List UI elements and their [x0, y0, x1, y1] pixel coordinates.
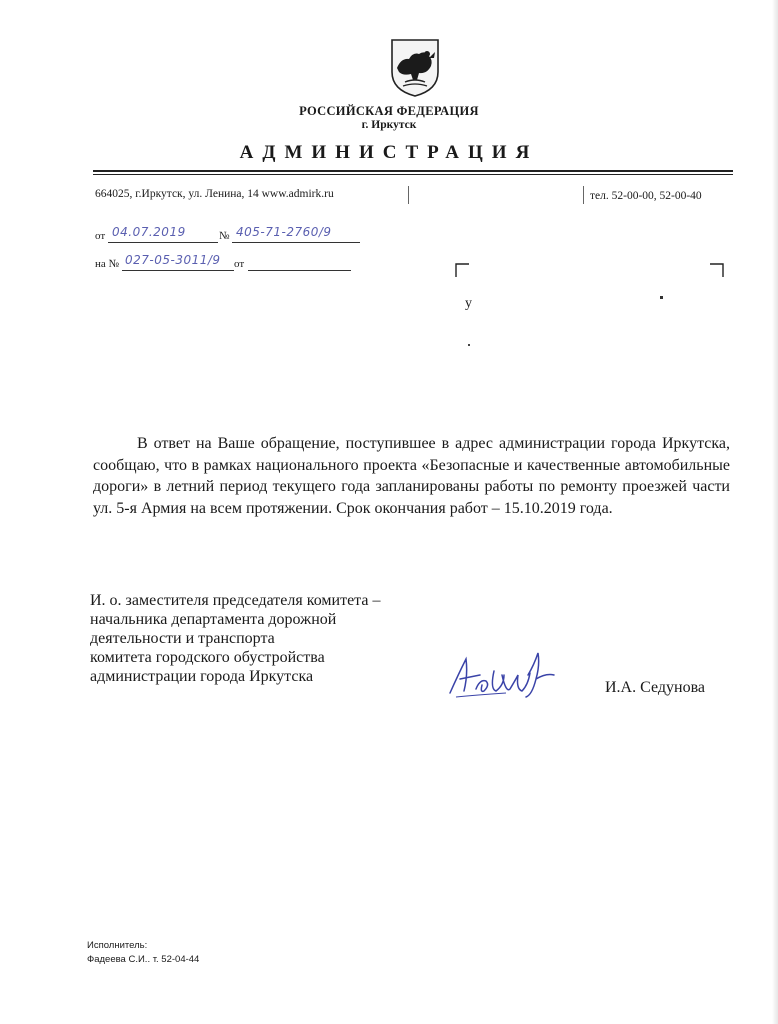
incoming-ref-label: на №	[95, 258, 120, 270]
address-divider	[408, 186, 409, 204]
executor-contact: Фадеева С.И.. т. 52-04-44	[87, 954, 200, 965]
recipient-fragment: у	[465, 296, 472, 311]
body-paragraph: В ответ на Ваше обращение, поступившее в адрес администрации города Иркутска, сообщаю, что в рамках национального проекта «Безопасные и качественные автомобильные дороги» в летний период текущего года запланированы работы по ремонту проезжей части ул. 5-я Армия на всем протяжении. Срок окончания работ – 15.10.2019 года.	[93, 435, 730, 517]
page-edge	[772, 0, 778, 1024]
recipient-mark	[660, 296, 663, 299]
incoming-date-field	[248, 256, 351, 271]
handwritten-signature	[446, 645, 580, 705]
outgoing-from-label: от	[95, 230, 106, 242]
incoming-number: 027-05-3011/9	[125, 253, 221, 267]
coat-of-arms-emblem	[389, 38, 441, 98]
signatory-title-line: начальника департамента дорожной	[90, 611, 337, 628]
incoming-from-label: от	[234, 258, 245, 270]
organization-title: АДМИНИСТРАЦИЯ	[239, 142, 539, 163]
signatory-title-line: И. о. заместителя председателя комитета –	[90, 592, 381, 609]
outgoing-number-label: №	[219, 230, 230, 242]
country-name: РОССИЙСКАЯ ФЕДЕРАЦИЯ	[299, 104, 479, 118]
header-rule-thin	[93, 174, 733, 175]
outgoing-date: 04.07.2019	[112, 225, 186, 239]
signatory-title-line: администрации города Иркутска	[90, 668, 314, 685]
signatory-name: И.А. Седунова	[605, 679, 706, 696]
signatory-title	[90, 591, 380, 686]
incoming-number-field	[122, 253, 234, 271]
recipient-corner-right	[710, 263, 724, 277]
signatory-title-line: деятельности и транспорта	[90, 630, 275, 647]
phone-line: тел. 52-00-00, 52-00-40	[590, 190, 702, 202]
header-rule-thick	[93, 170, 733, 172]
outgoing-number: 405-71-2760/9	[236, 225, 332, 239]
recipient-corner-left	[455, 263, 469, 277]
letter-body	[93, 433, 730, 519]
city-name: г. Иркутск	[361, 119, 417, 131]
signatory-title-line: комитета городского обустройства	[90, 649, 325, 666]
outgoing-number-field	[232, 225, 360, 243]
recipient-dot	[468, 344, 470, 346]
address-line: 664025, г.Иркутск, ул. Ленина, 14 www.admirk.ru	[95, 188, 334, 200]
phone-divider	[583, 186, 584, 204]
outgoing-date-field	[108, 225, 218, 243]
executor-label: Исполнитель:	[87, 940, 148, 951]
